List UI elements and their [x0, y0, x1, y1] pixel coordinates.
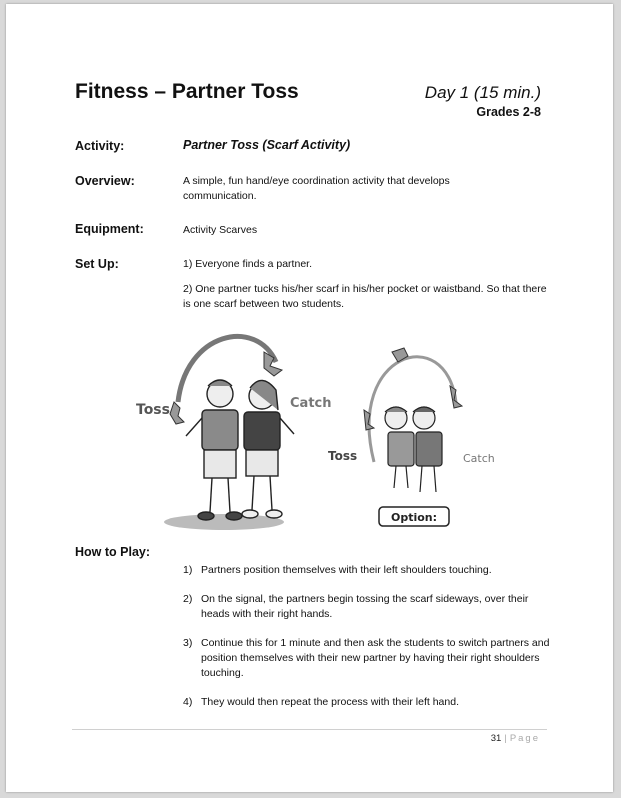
setup-step-1: 1) Everyone finds a partner. — [183, 258, 312, 270]
list-item — [183, 636, 553, 681]
step-number: 4) — [183, 696, 193, 708]
overview-label: Overview: — [75, 174, 135, 188]
step-text: Continue this for 1 minute and then ask the students to switch partners and position themselves with their new partner by having their right shoulders touching. — [201, 637, 550, 679]
activity-label: Activity: — [75, 139, 125, 153]
equipment-value: Activity Scarves — [183, 224, 258, 236]
how-to-play-steps — [183, 563, 553, 724]
footer-separator: | — [504, 733, 507, 744]
list-item — [183, 592, 553, 622]
step-number: 3) — [183, 637, 193, 649]
overview-value: A simple, fun hand/eye coordination activity that develops communication. — [183, 175, 450, 202]
step-number: 2) — [183, 593, 193, 605]
scarf-icon — [364, 410, 374, 430]
footer-divider — [72, 729, 547, 730]
option-label: Option: — [390, 511, 438, 524]
step-text: On the signal, the partners begin tossing the scarf sideways, over their heads with their right hands. — [201, 593, 529, 620]
how-to-play-label: How to Play: — [75, 545, 151, 559]
setup-label: Set Up: — [75, 257, 119, 271]
list-item — [183, 563, 553, 578]
boy-figure-icon — [385, 407, 414, 488]
grades-label: Grades 2-8 — [476, 105, 541, 119]
page-footer — [491, 733, 540, 744]
girl-figure-icon — [242, 380, 294, 518]
day-duration: Day 1 (15 min.) — [424, 83, 541, 102]
partner-toss-illustration — [116, 322, 536, 534]
left-toss-label: Toss — [136, 402, 170, 418]
step-text: They would then repeat the process with their left hand. — [201, 696, 459, 708]
step-number: 1) — [183, 564, 193, 576]
step-text: Partners position themselves with their left shoulders touching. — [201, 564, 492, 576]
page-number: 31 — [490, 733, 502, 744]
scarf-icon — [170, 402, 184, 424]
setup-step-2: 2) One partner tucks his/her scarf in his/her pocket or waistband. So that there is one scarf between two students. — [183, 283, 547, 310]
list-item — [183, 695, 553, 710]
left-catch-label: Catch — [290, 396, 332, 411]
document-page — [6, 4, 613, 792]
right-catch-label: Catch — [463, 452, 495, 465]
right-toss-label: Toss — [328, 449, 358, 463]
activity-value: Partner Toss (Scarf Activity) — [183, 138, 351, 152]
page-label: Page — [509, 733, 540, 744]
boy-figure-icon — [413, 407, 442, 492]
page-title: Fitness – Partner Toss — [75, 80, 299, 103]
equipment-label: Equipment: — [75, 222, 144, 236]
